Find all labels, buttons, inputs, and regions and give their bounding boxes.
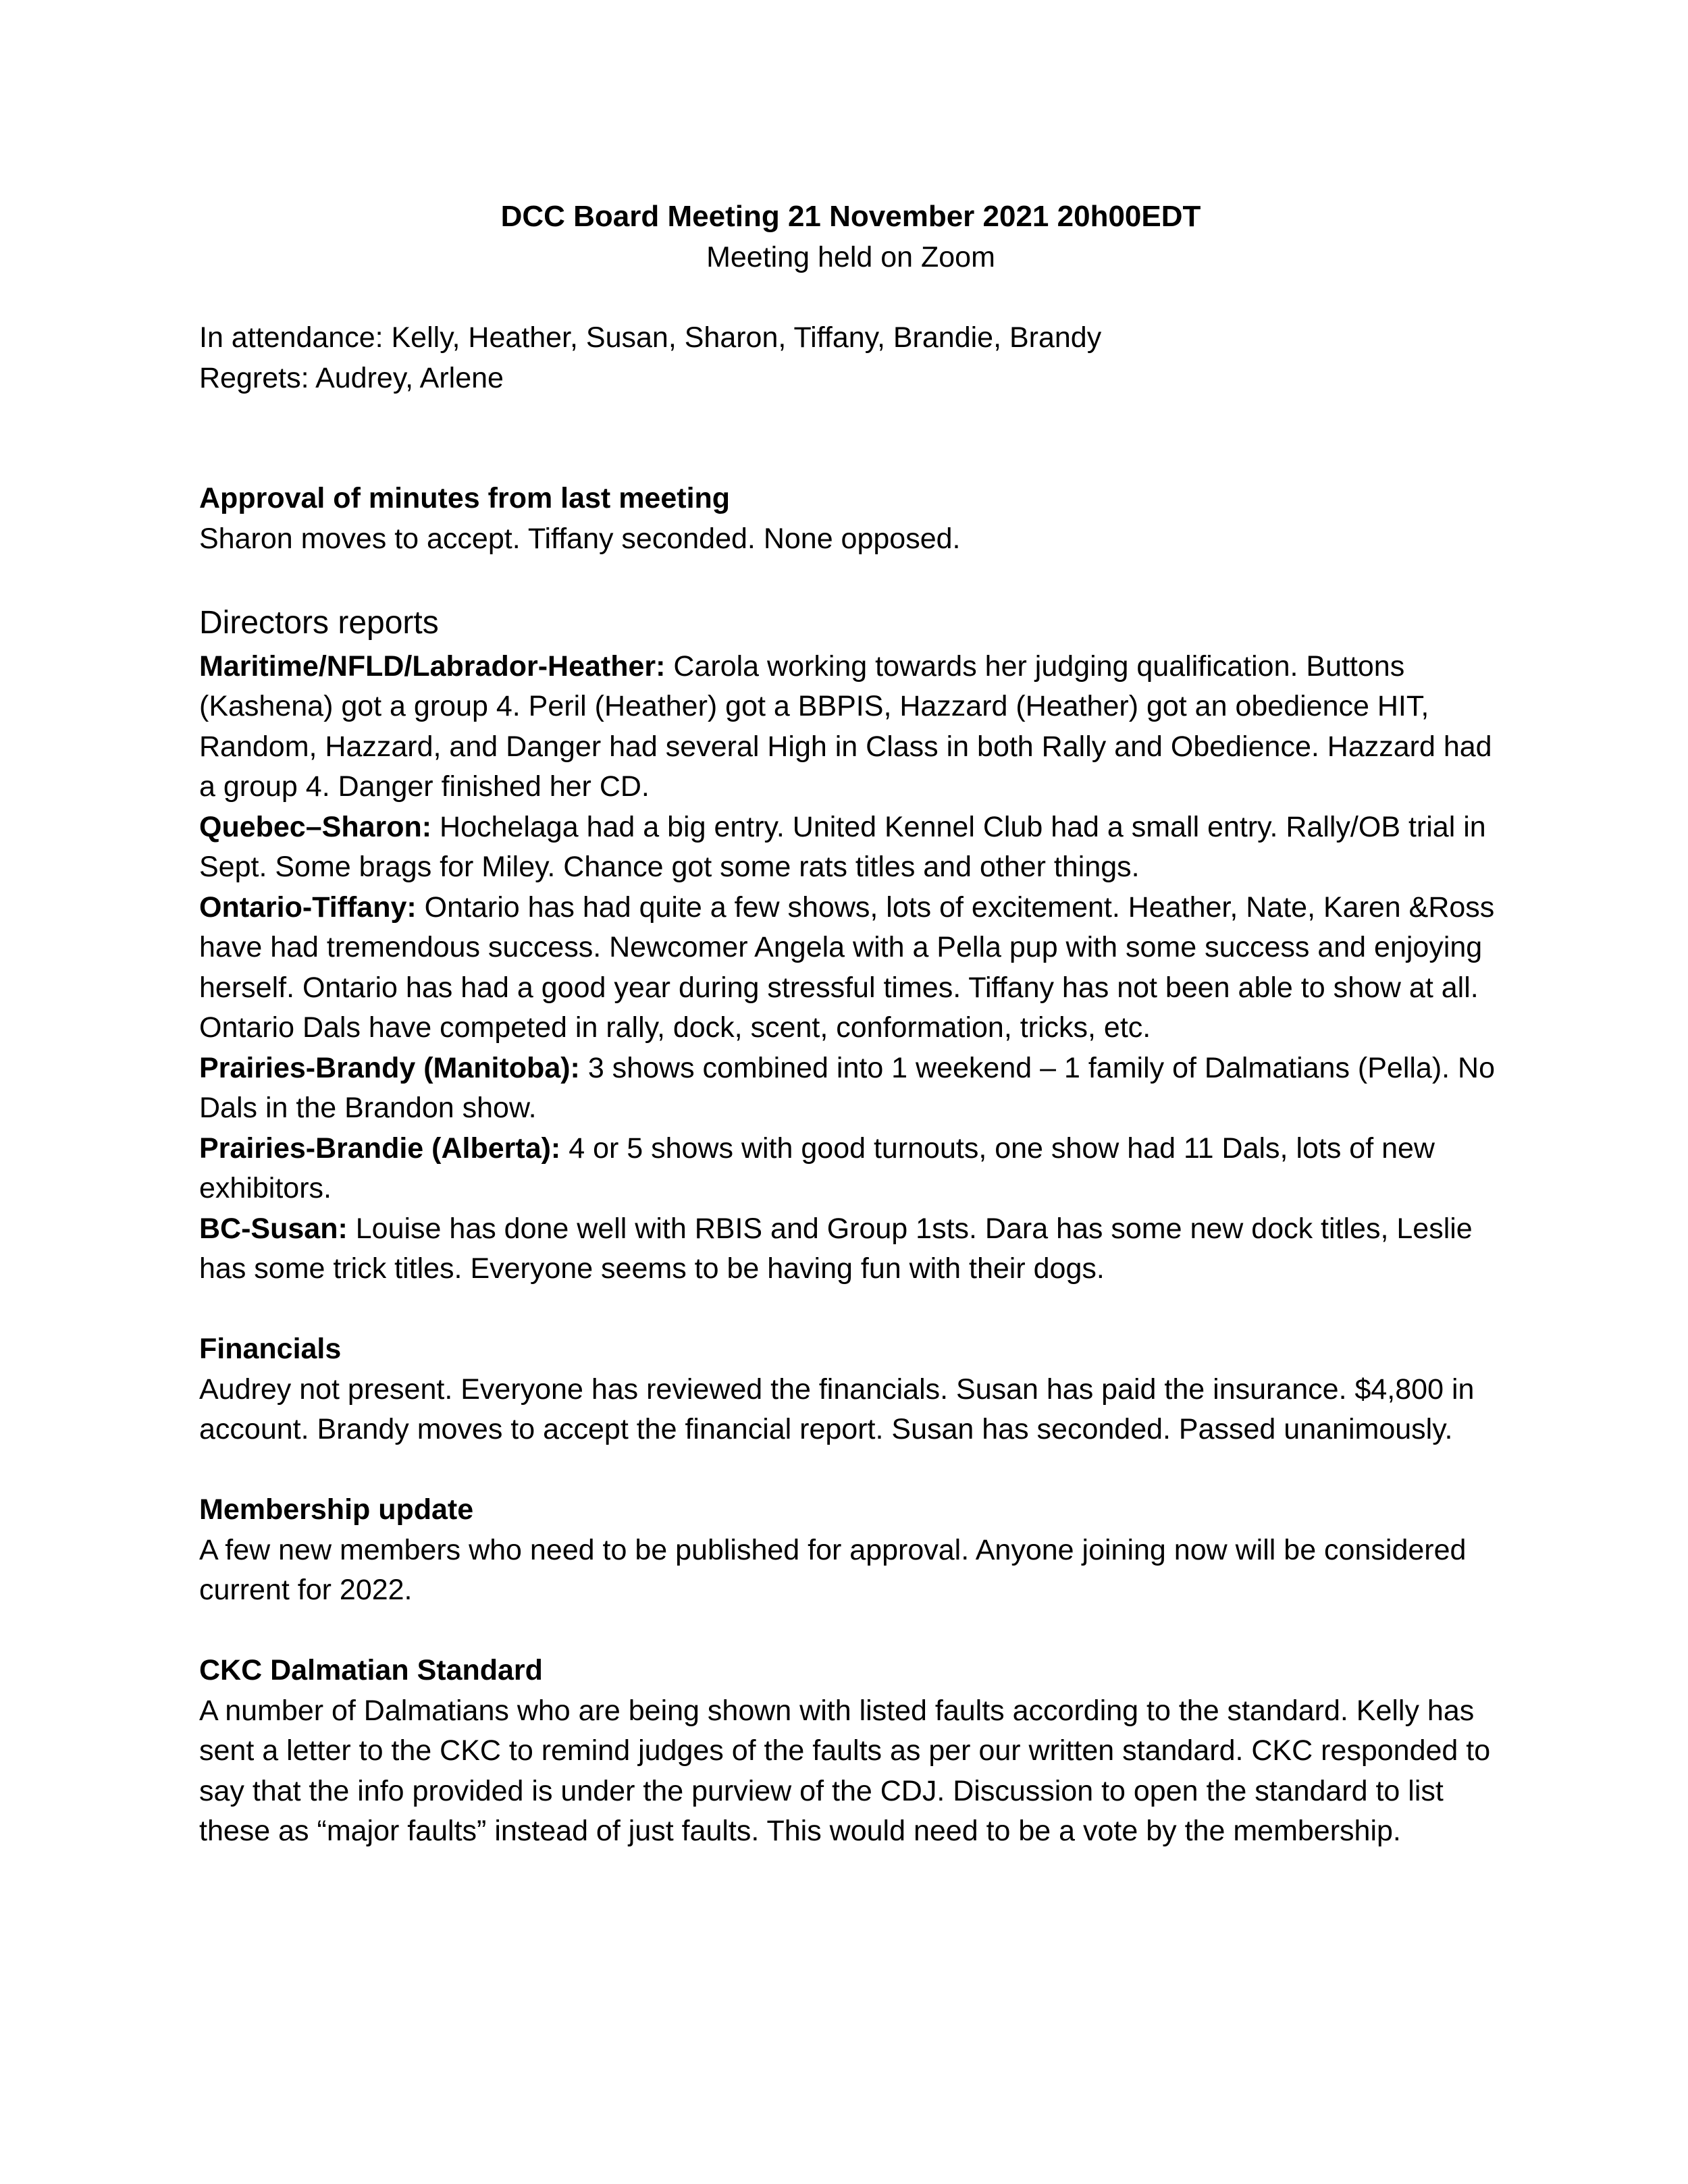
financials-heading: Financials <box>199 1333 342 1365</box>
report-text: 4 or 5 shows with good turnouts, one show had 11 Dals, lots of new exhibitors. <box>199 1131 1435 1204</box>
page-title: DCC Board Meeting 21 November 2021 20h00EDT <box>500 200 1201 233</box>
minutes-section <box>199 479 1502 559</box>
standard-heading: CKC Dalmatian Standard <box>199 1654 543 1686</box>
report-ontario <box>199 888 1502 1048</box>
report-label: Quebec–Sharon: <box>199 810 432 843</box>
standard-text: A number of Dalmatians who are being shown with listed faults according to the standard. Kelly has sent a letter to the CKC to remind judges of the faults as per our written standard. CKC responded to say that the info provided is under the purview of the CDJ. Discussion to open the standard to list these as “major faults” instead of just faults. This would need to be a vote by the membership. <box>199 1694 1491 1847</box>
report-label: Prairies-Brandy (Manitoba): <box>199 1051 580 1084</box>
report-quebec <box>199 807 1502 888</box>
report-text: Louise has done well with RBIS and Group 1sts. Dara has some new dock titles, Leslie has some trick titles. Everyone seems to be having fun with their dogs. <box>199 1212 1473 1285</box>
report-prairies-manitoba <box>199 1048 1502 1129</box>
report-label: Prairies-Brandie (Alberta): <box>199 1131 561 1165</box>
report-label: Ontario-Tiffany: <box>199 890 417 924</box>
attendance-line: In attendance: Kelly, Heather, Susan, Sharon, Tiffany, Brandie, Brandy <box>199 321 1102 354</box>
spacer <box>199 278 1502 319</box>
spacer <box>199 398 1502 479</box>
report-text: Ontario has had quite a few shows, lots of excitement. Heather, Nate, Karen &Ross have had tremendous success. Newcomer Angela with a Pella pup with some success and enjoying herself. Ontario has had a good year during stressful times. Tiffany has not been able to show at all. Ontario Dals have competed in rally, dock, scent, conformation, tricks, etc. <box>199 890 1495 1044</box>
report-maritime <box>199 647 1502 807</box>
report-label: Maritime/NFLD/Labrador-Heather: <box>199 649 666 683</box>
membership-text: A few new members who need to be published for approval. Anyone joining now will be considered current for 2022. <box>199 1533 1467 1606</box>
spacer <box>199 1611 1502 1651</box>
report-prairies-alberta <box>199 1129 1502 1209</box>
report-text: Carola working towards her judging qualification. Buttons (Kashena) got a group 4. Peril (Heather) got a BBPIS, Hazzard (Heather) got an obedience HIT, Random, Hazzard, and Danger had several High in Class in both Rally and Obedience. Hazzard had a group 4. Danger finished her CD. <box>199 649 1492 803</box>
spacer <box>199 1289 1502 1330</box>
directors-heading: Directors reports <box>199 604 439 641</box>
report-text: 3 shows combined into 1 weekend – 1 family of Dalmatians (Pella). No Dals in the Brandon show. <box>199 1051 1496 1124</box>
standard-section <box>199 1651 1502 1852</box>
minutes-heading: Approval of minutes from last meeting <box>199 482 731 514</box>
financials-section <box>199 1329 1502 1450</box>
spacer <box>199 559 1502 600</box>
report-bc <box>199 1209 1502 1289</box>
membership-section <box>199 1490 1502 1611</box>
report-text: Hochelaga had a big entry. United Kennel Club had a small entry. Rally/OB trial in Sept. Some brags for Miley. Chance got some rats titles and other things. <box>199 810 1486 883</box>
spacer <box>199 1450 1502 1491</box>
document-body <box>199 196 1502 1852</box>
report-label: BC-Susan: <box>199 1212 348 1245</box>
directors-section <box>199 600 1502 1289</box>
membership-heading: Membership update <box>199 1493 474 1526</box>
financials-text: Audrey not present. Everyone has reviewed the financials. Susan has paid the insurance. $4,800 in account. Brandy moves to accept the financial report. Susan has seconded. Passed unanimously. <box>199 1373 1475 1445</box>
regrets-line: Regrets: Audrey, Arlene <box>199 361 504 394</box>
page-subtitle: Meeting held on Zoom <box>706 241 995 273</box>
minutes-text: Sharon moves to accept. Tiffany seconded. None opposed. <box>199 522 961 555</box>
